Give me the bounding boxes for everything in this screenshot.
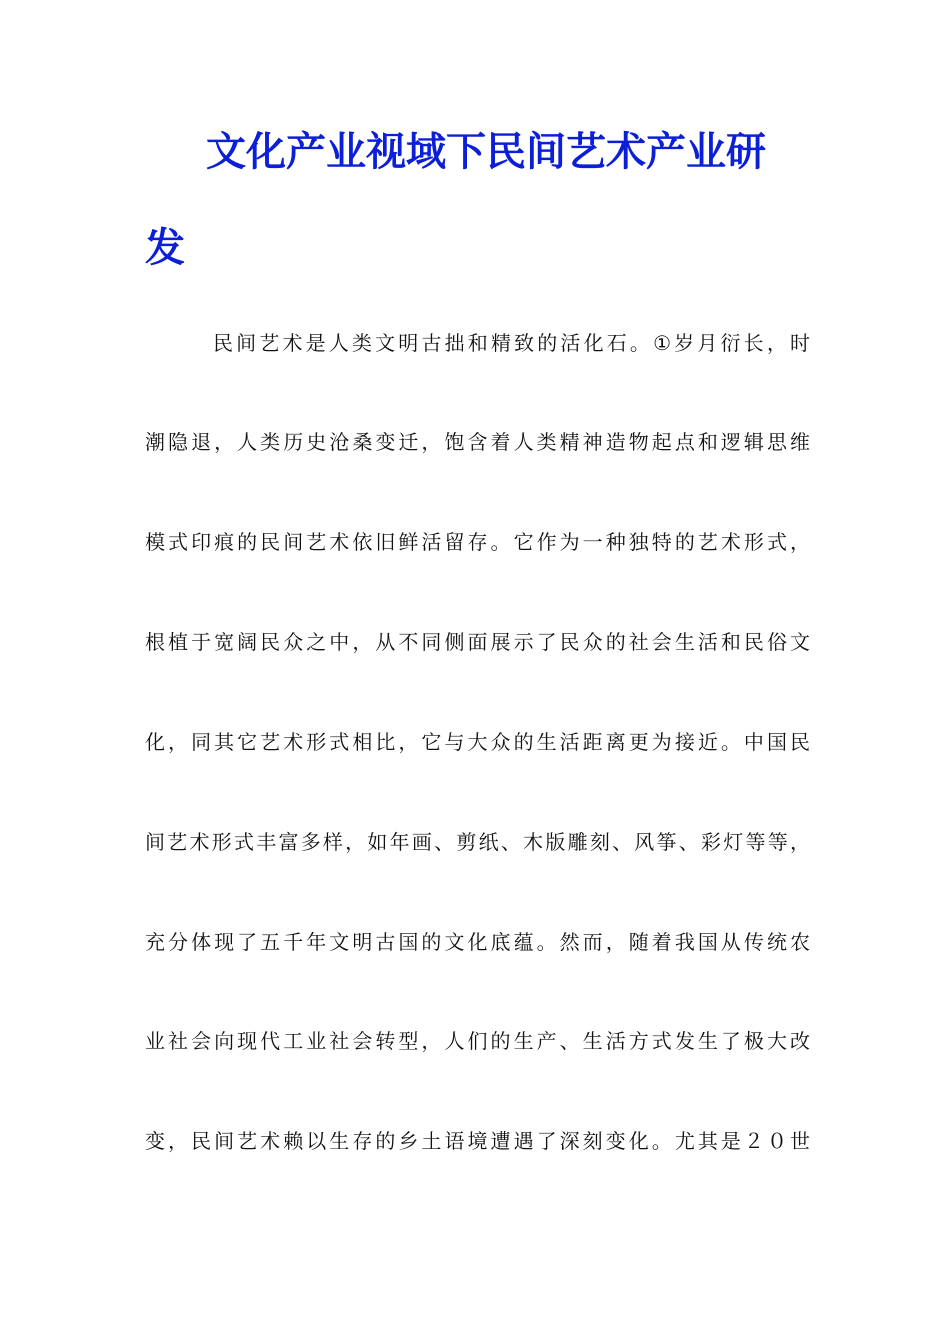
paragraph-line-3: 模式印痕的民间艺术依旧鲜活留存。它作为一种独特的艺术形式， (145, 530, 810, 554)
paragraph-line-2: 潮隐退，人类历史沧桑变迁，饱含着人类精神造物起点和逻辑思维 (145, 430, 810, 454)
paragraph-line-5: 化，同其它艺术形式相比，它与大众的生活距离更为接近。中国民 (145, 730, 810, 754)
paragraph-line-4: 根植于宽阔民众之中，从不同侧面展示了民众的社会生活和民俗文 (145, 630, 810, 654)
paragraph-line-1: 民间艺术是人类文明古拙和精致的活化石。①岁月衍长，时 (213, 331, 810, 355)
document-title-line-2: 发 (145, 225, 185, 271)
paragraph-line-9: 变，民间艺术赖以生存的乡土语境遭遇了深刻变化。尤其是２０世 (145, 1129, 810, 1153)
paragraph-line-8: 业社会向现代工业社会转型，人们的生产、生活方式发生了极大改 (145, 1029, 810, 1053)
paragraph-line-7: 充分体现了五千年文明古国的文化底蕴。然而，随着我国从传统农 (145, 930, 810, 954)
paragraph-line-6: 间艺术形式丰富多样，如年画、剪纸、木版雕刻、风筝、彩灯等等， (145, 830, 810, 854)
document-title-line-1: 文化产业视域下民间艺术产业研 (206, 129, 766, 175)
